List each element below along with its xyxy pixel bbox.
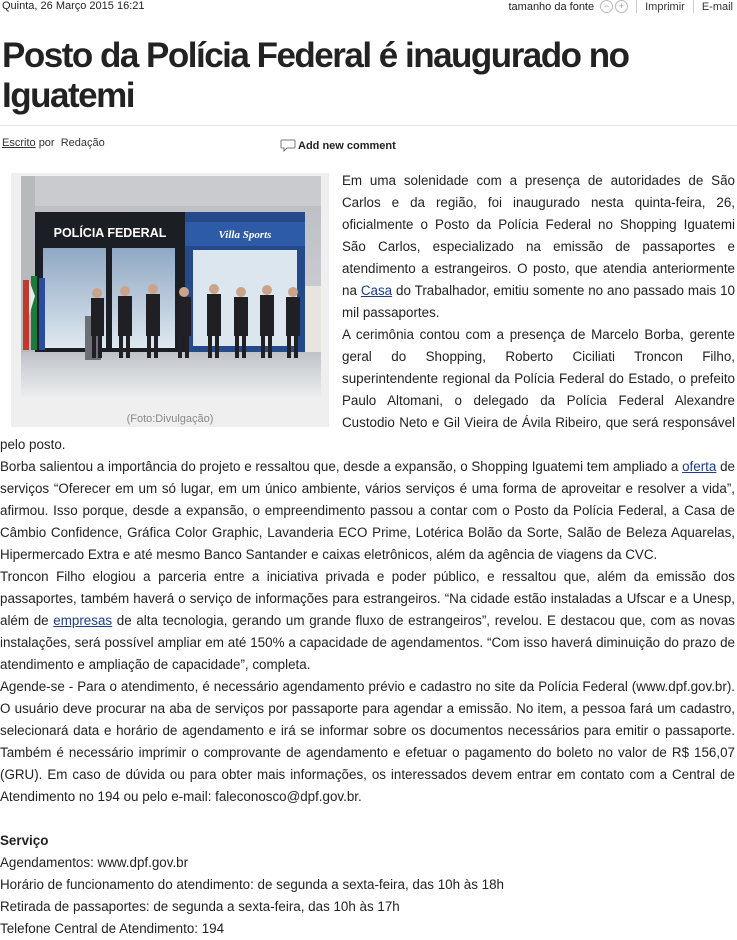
divider	[636, 0, 637, 13]
author-name: Redação	[60, 137, 105, 149]
email-link[interactable]: E-mail	[701, 0, 733, 13]
photo-figure	[11, 173, 329, 427]
print-link[interactable]: Imprimir	[645, 0, 685, 13]
paragraph-schedule: Agende-se - Para o atendimento, é necessário agendamento prévio e cadastro no site da Polícia Federal (www.dpf.gov.br). O usuário deve procurar na aba de serviços por passaporte para agendar a emissão. No item, a pessoa fará um cadastro, selecionará data e horário de agendamento e irá se informar sobre os documentos necessários para emitir o passaporte. Também é necessário imprimir o comprovante de agendamento e efetuar o pagamento do boleto no valor de R$ 156,07 (GRU). Em caso de dúvida ou para obter mais informações, os interessados devem entrar em contato com a Central de Atendimento no 194 ou pelo e-mail: faleconosco@dpf.gov.br.	[0, 679, 735, 804]
store-sign-text: Villa Sports	[218, 229, 272, 241]
byline	[2, 137, 105, 149]
font-decrease-button[interactable]: −	[600, 0, 613, 13]
casa-link[interactable]: Casa	[360, 283, 393, 298]
title-divider	[0, 125, 737, 126]
add-comment-link[interactable]	[280, 139, 396, 152]
article-date: Quinta, 26 Março 2015 16:21	[2, 0, 145, 12]
paragraph-troncon: Troncon Filho elogiou a parceria entre a iniciativa privada e poder público, e ressaltou que, além da emissão dos passaportes, também haverá o serviço de informações para estrangeiros. “Na cidade estão instaladas a Ufscar e a Unesp, além de empresas de alta tecnologia, gerando um grande fluxo de estrangeiros”, revelou. E destacou que, com as novas instalações, será possível ampliar em até 150% a capacidade de agendamentos. “Com isso haverá diminuição do prazo de atendimento e ampliação de capacidade”, completa.	[0, 569, 735, 672]
inauguration-photo	[21, 176, 321, 398]
font-increase-button[interactable]: +	[615, 0, 628, 13]
service-line: Agendamentos: www.dpf.gov.br	[0, 855, 189, 870]
service-line: Telefone Central de Atendimento: 194	[0, 921, 225, 936]
font-size-label: tamanho da fonte	[508, 0, 595, 13]
written-label[interactable]: Escrito	[2, 137, 36, 149]
empresas-link[interactable]: empresas	[53, 613, 113, 628]
paragraph-intro: Em uma solenidade com a presença de autoridades de São Carlos e da região, foi inaugurado nesta quinta-feira, 26, oficialmente o Posto da Polícia Federal no Shopping Iguatemi São Carlos, especializado na emissão de passaportes e atendimento a estrangeiros. O posto, que atendia anteriormente na Casa do Trabalhador, emitiu somente no ano passado mais 10 mil passaportes.	[342, 173, 735, 320]
oferta-link[interactable]: oferta	[682, 459, 717, 474]
police-sign-text: POLÍCIA FEDERAL	[53, 226, 167, 240]
top-bar	[0, 0, 737, 16]
service-title: Serviço	[0, 833, 49, 848]
article-body	[0, 170, 735, 940]
service-line: Horário de funcionamento do atendimento: de segunda a sexta-feira, das 10h às 18h	[0, 877, 504, 892]
divider	[693, 0, 694, 13]
service-line: Retirada de passaportes: de segunda a sexta-feira, das 10h às 17h	[0, 899, 400, 914]
add-comment-label: Add new comment	[298, 139, 396, 152]
photo-caption: (Foto:Divulgação)	[126, 413, 214, 425]
paragraph-ceremony: A cerimônia contou com a presença de Marcelo Borba, gerente geral do Shopping, Roberto Ciciliati Troncon Filho, superintendente regional da Polícia Federal do Estado, o prefeito Paulo Altomani, o delegado da Polícia Federal Alexandre Custodio Neto e Gil Vieira de Ávila Ribeiro, que será responsável pelo posto.	[0, 327, 735, 452]
by-label: por	[38, 137, 55, 149]
article-tools	[508, 0, 733, 13]
comment-bubble-icon	[280, 139, 296, 152]
paragraph-borba: Borba salientou a importância do projeto e ressaltou que, desde a expansão, o Shopping Iguatemi tem ampliado a oferta de serviços “Oferecer em um só lugar, em um único ambiente, vários serviços é uma forma de aproveitar e resolver a vida”, afirmou. Isso porque, desde a expansão, o empreendimento passou a contar com o Posto da Polícia Federal, a Casa de Câmbio Confidence, Gráfica Color Graphic, Lavanderia ECO Prime, Lotérica Bolão da Sorte, Salão de Beleza Aquarelas, Hipermercado Extra e até mesmo Banco Santander e caixas eletrônicos, além da agência de viagens da CVC.	[0, 459, 735, 562]
article-title: Posto da Polícia Federal é inaugurado no Iguatemi	[2, 36, 629, 115]
